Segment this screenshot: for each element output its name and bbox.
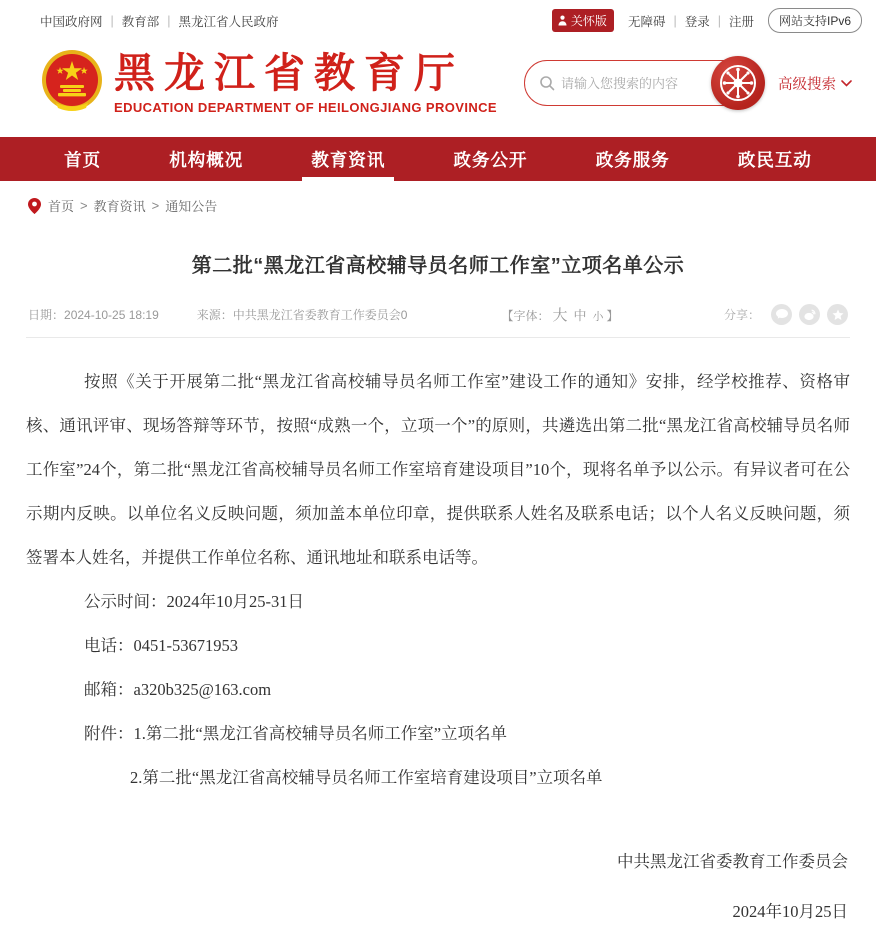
font-widget-close: 】	[606, 309, 619, 323]
nav-item-home[interactable]: 首页	[64, 149, 102, 170]
nav-item-gov-affairs[interactable]: 政务公开	[453, 149, 528, 170]
paragraph-email: 邮箱：a320b325@163.com	[84, 680, 272, 699]
nav-item-gov-services[interactable]: 政务服务	[595, 149, 670, 170]
signature-block	[26, 840, 850, 948]
article-title: 第二批“黑龙江省高校辅导员名师工作室”立项名单公示	[191, 255, 685, 277]
attachment-link-2[interactable]: 2.第二批“黑龙江省高校辅导员名师工作室培育建设项目”立项名单	[130, 768, 603, 787]
font-widget-open: 【字体：	[501, 309, 550, 323]
font-size-large-button[interactable]: 大	[552, 307, 568, 324]
national-emblem-logo	[40, 47, 104, 119]
search-box	[524, 60, 762, 106]
login-link[interactable]: 登录	[684, 14, 710, 29]
breadcrumb-separator: >	[151, 198, 160, 213]
source-label: 来源：	[196, 308, 233, 322]
share-more-button[interactable]	[827, 304, 848, 325]
signature-org: 中共黑龙江省委教育工作委员会	[617, 852, 848, 871]
main-nav	[0, 137, 876, 181]
source-value: 中共黑龙江省委教育工作委员会0	[232, 308, 408, 322]
location-pin-icon	[28, 198, 41, 214]
gov-links	[40, 12, 279, 30]
paragraph-period: 公示时间：2024年10月25-31日	[84, 592, 304, 611]
site-title-english: EDUCATION DEPARTMENT OF HEILONGJIANG PROVINCE	[114, 100, 497, 116]
nav-item-education-news[interactable]: 教育资讯	[293, 137, 403, 181]
snowflake-icon	[718, 63, 758, 103]
link-moe[interactable]: 教育部	[121, 14, 160, 29]
care-mode-button[interactable]	[552, 9, 614, 32]
brand-text	[114, 51, 497, 115]
wechat-icon	[776, 309, 788, 320]
nav-item-organization[interactable]: 机构概况	[169, 149, 244, 170]
care-mode-label: 关怀版	[570, 14, 607, 28]
separator: |	[110, 13, 114, 28]
share-zone	[724, 304, 848, 325]
breadcrumb-notices[interactable]: 通知公告	[165, 199, 218, 214]
article	[0, 249, 876, 948]
register-link[interactable]: 注册	[728, 14, 754, 29]
search-zone	[524, 60, 852, 106]
person-icon	[557, 15, 568, 26]
breadcrumb-education-news[interactable]: 教育资讯	[93, 199, 146, 214]
meta-source	[197, 306, 408, 323]
top-utility-bar	[0, 0, 876, 39]
chevron-down-icon	[841, 80, 852, 87]
date-value: 2024-10-25 18:19	[64, 308, 159, 322]
site-title: 黑龙江省教育厅	[114, 49, 464, 96]
account-links	[552, 8, 862, 33]
paragraph-phone: 电话：0451-53671953	[84, 636, 238, 655]
signature-date: 2024年10月25日	[732, 902, 848, 921]
advanced-search-toggle[interactable]	[778, 73, 852, 94]
separator: |	[717, 13, 721, 28]
breadcrumb-home[interactable]: 首页	[48, 199, 75, 214]
article-body	[26, 338, 850, 800]
share-icons	[764, 304, 848, 325]
site-brand[interactable]	[40, 47, 497, 119]
share-weibo-button[interactable]	[799, 304, 820, 325]
ipv6-badge: 网站支持IPv6	[768, 8, 862, 33]
site-header	[0, 39, 876, 137]
date-label: 日期：	[28, 308, 65, 322]
search-submit-button[interactable]	[711, 56, 765, 110]
link-gov-cn[interactable]: 中国政府网	[40, 14, 103, 29]
search-input[interactable]	[561, 76, 705, 91]
separator: |	[167, 13, 171, 28]
article-meta	[26, 304, 850, 338]
advanced-search-label: 高级搜索	[778, 76, 836, 93]
share-wechat-button[interactable]	[771, 304, 792, 325]
weibo-icon	[804, 309, 816, 321]
share-label: 分享：	[723, 308, 760, 322]
attachment-link-1[interactable]: 附件：1.第二批“黑龙江省高校辅导员名师工作室”立项名单	[84, 724, 508, 743]
breadcrumb	[0, 181, 876, 227]
accessibility-link[interactable]: 无障碍	[627, 14, 666, 29]
star-icon	[832, 309, 844, 321]
font-size-medium-button[interactable]: 中	[573, 308, 587, 323]
paragraph-main: 按照《关于开展第二批“黑龙江省高校辅导员名师工作室”建设工作的通知》安排，经学校推荐、资格审核、通讯评审、现场答辩等环节，按照“成熟一个，立项一个”的原则，共遴选出第二批“黑龙江省高校辅导员名师工作室”24个，第二批“黑龙江省高校辅导员名师工作室培育建设项目”10个，现将名单予以公示。有异议者可在公示期内反映。以单位名义反映问题，须加盖本单位印章，提供联系人姓名及联系电话；以个人名义反映问题，须签署本人姓名，并提供工作单位名称、通讯地址和联系电话等。	[26, 372, 850, 567]
meta-date	[28, 306, 159, 323]
breadcrumb-separator: >	[80, 198, 88, 213]
font-size-widget	[501, 304, 618, 325]
separator: |	[673, 13, 677, 28]
link-hlj-gov[interactable]: 黑龙江省人民政府	[178, 14, 279, 29]
nav-item-public-interaction[interactable]: 政民互动	[737, 149, 812, 170]
search-icon	[539, 75, 555, 91]
font-size-small-button[interactable]: 小	[592, 311, 604, 323]
